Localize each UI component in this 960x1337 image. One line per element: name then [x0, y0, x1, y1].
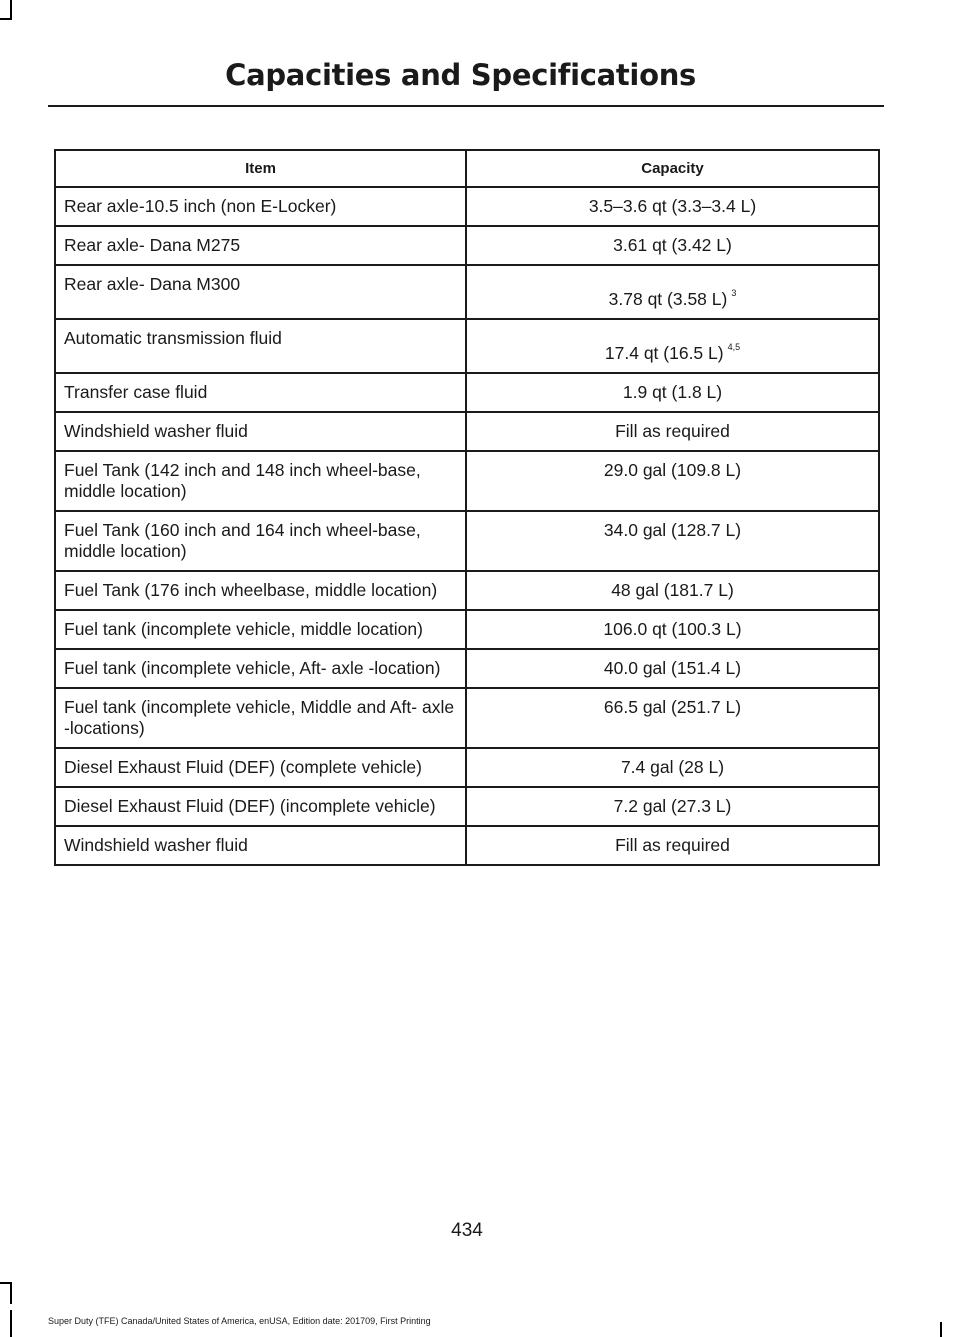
capacity-value: 3.61 qt (3.42 L)	[613, 235, 732, 255]
page-number: 434	[451, 1220, 483, 1241]
item-cell: Rear axle- Dana M300	[55, 265, 466, 319]
capacity-cell	[466, 373, 879, 412]
capacity-value: 7.2 gal (27.3 L)	[613, 796, 732, 816]
capacity-value: Fill as required	[615, 421, 730, 441]
capacities-table	[54, 149, 880, 866]
item-cell: Fuel Tank (176 inch wheelbase, middle location)	[55, 571, 466, 610]
column-header-capacity: Capacity	[466, 150, 879, 187]
page-title: Capacities and Specifications	[225, 58, 696, 92]
capacity-cell	[466, 187, 879, 226]
item-cell: Transfer case fluid	[55, 373, 466, 412]
footer-edition-text: Super Duty (TFE) Canada/United States of America, enUSA, Edition date: 201709, First Printing	[48, 1316, 431, 1326]
table-row	[55, 412, 879, 451]
capacity-cell	[466, 511, 879, 571]
capacity-cell	[466, 265, 879, 319]
table-row	[55, 787, 879, 826]
capacity-cell	[466, 748, 879, 787]
item-cell: Diesel Exhaust Fluid (DEF) (incomplete vehicle)	[55, 787, 466, 826]
capacity-cell	[466, 649, 879, 688]
column-header-item: Item	[55, 150, 466, 187]
table-row	[55, 265, 879, 319]
table-row	[55, 187, 879, 226]
table-row	[55, 319, 879, 373]
capacity-cell	[466, 451, 879, 511]
crop-mark	[10, 0, 12, 18]
crop-mark	[10, 1282, 12, 1304]
capacity-value: 1.9 qt (1.8 L)	[622, 382, 723, 402]
capacity-value: 106.0 qt (100.3 L)	[603, 619, 742, 639]
item-cell: Rear axle- Dana M275	[55, 226, 466, 265]
capacity-value: 7.4 gal (28 L)	[620, 757, 725, 777]
footnote-reference: 3	[731, 288, 737, 298]
table-row	[55, 511, 879, 571]
table-body	[55, 187, 879, 865]
capacity-value: 29.0 gal (109.8 L)	[603, 460, 742, 480]
table-row	[55, 373, 879, 412]
item-cell: Fuel tank (incomplete vehicle, Aft- axle -location)	[55, 649, 466, 688]
capacity-value: Fill as required	[615, 835, 730, 855]
item-cell: Rear axle-10.5 inch (non E-Locker)	[55, 187, 466, 226]
capacity-cell	[466, 412, 879, 451]
item-cell: Fuel tank (incomplete vehicle, Middle and Aft- axle -locations)	[55, 688, 466, 748]
item-cell: Windshield washer fluid	[55, 412, 466, 451]
table-row	[55, 226, 879, 265]
item-cell: Automatic transmission fluid	[55, 319, 466, 373]
capacity-value: 3.5–3.6 qt (3.3–3.4 L)	[588, 196, 757, 216]
table-header-row	[55, 150, 879, 187]
capacity-cell	[466, 610, 879, 649]
capacity-cell	[466, 226, 879, 265]
capacity-cell	[466, 319, 879, 373]
capacity-cell	[466, 688, 879, 748]
capacity-cell	[466, 826, 879, 865]
item-cell: Diesel Exhaust Fluid (DEF) (complete vehicle)	[55, 748, 466, 787]
capacity-value: 34.0 gal (128.7 L)	[603, 520, 742, 540]
capacity-cell	[466, 787, 879, 826]
table-row	[55, 748, 879, 787]
footnote-reference: 4,5	[727, 342, 741, 352]
crop-mark	[940, 1322, 942, 1337]
capacity-cell	[466, 571, 879, 610]
item-cell: Windshield washer fluid	[55, 826, 466, 865]
table-row	[55, 451, 879, 511]
item-cell: Fuel tank (incomplete vehicle, middle location)	[55, 610, 466, 649]
capacity-value: 17.4 qt (16.5 L)	[604, 343, 724, 363]
table-row	[55, 610, 879, 649]
capacity-value: 3.78 qt (3.58 L)	[608, 289, 728, 309]
capacity-value: 48 gal (181.7 L)	[611, 580, 734, 600]
item-cell: Fuel Tank (160 inch and 164 inch wheel-base, middle location)	[55, 511, 466, 571]
table-row	[55, 571, 879, 610]
crop-mark	[10, 1310, 12, 1337]
item-cell: Fuel Tank (142 inch and 148 inch wheel-base, middle location)	[55, 451, 466, 511]
capacity-value: 40.0 gal (151.4 L)	[603, 658, 742, 678]
table-row	[55, 826, 879, 865]
title-divider	[48, 105, 884, 107]
table-row	[55, 649, 879, 688]
crop-mark	[0, 18, 12, 20]
table-row	[55, 688, 879, 748]
capacity-value: 66.5 gal (251.7 L)	[603, 697, 742, 717]
